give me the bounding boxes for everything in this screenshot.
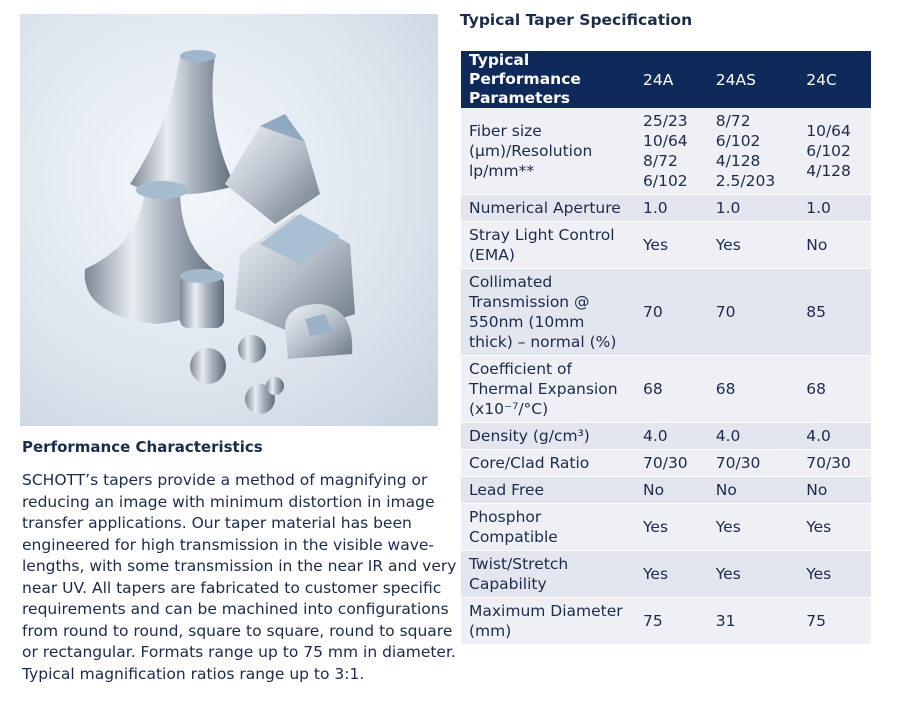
performance-heading: Performance Characteristics: [22, 438, 263, 456]
table-row: [461, 477, 871, 504]
glass-tapers-illustration: [20, 14, 438, 426]
table-row: [461, 222, 871, 269]
value-cell: 70/30: [635, 450, 708, 477]
spec-heading: Typical Taper Specification: [460, 11, 693, 29]
taper-product-photo: [20, 14, 438, 426]
value-cell: 75: [798, 598, 871, 645]
parameter-cell: Coefficient of Thermal Expansion (x10⁻⁷/°C): [461, 356, 635, 423]
value-cell: 68: [635, 356, 708, 423]
value-cell: 70/30: [798, 450, 871, 477]
value-cell: 10/64 6/102 4/128: [798, 108, 871, 195]
header-parameters: Typical Performance Parameters: [461, 51, 635, 108]
value-cell: 4.0: [708, 423, 798, 450]
value-cell: 68: [708, 356, 798, 423]
description-line: lengths, with some transmission in the near IR and very: [22, 557, 457, 575]
value-cell: 1.0: [798, 195, 871, 222]
description-line: or rectangular. Formats range up to 75 mm in diameter.: [22, 643, 456, 661]
table-row: [461, 450, 871, 477]
performance-description: [22, 470, 457, 685]
value-cell: Yes: [708, 551, 798, 598]
description-line: Typical magnification ratios range up to 3:1.: [22, 664, 365, 683]
value-cell: No: [708, 477, 798, 504]
description-line: transfer applications. Our taper material has been: [22, 514, 412, 532]
parameter-cell: Lead Free: [461, 477, 635, 504]
value-cell: No: [798, 477, 871, 504]
table-row: [461, 356, 871, 423]
table-row: [461, 551, 871, 598]
value-cell: 1.0: [635, 195, 708, 222]
value-cell: 31: [708, 598, 798, 645]
description-line: reducing an image with minimum distortion in image: [22, 492, 435, 511]
value-cell: Yes: [635, 222, 708, 269]
value-cell: Yes: [635, 504, 708, 551]
value-cell: 75: [635, 598, 708, 645]
table-row: [461, 269, 871, 356]
value-cell: 70: [708, 269, 798, 356]
description-line: near UV. All tapers are fabricated to customer specific: [22, 578, 442, 597]
header-24a: 24A: [635, 51, 708, 108]
parameter-cell: Maximum Diameter (mm): [461, 598, 635, 645]
value-cell: Yes: [798, 504, 871, 551]
header-24c: 24C: [798, 51, 871, 108]
value-cell: Yes: [798, 551, 871, 598]
table-row: [461, 108, 871, 195]
value-cell: 70: [635, 269, 708, 356]
value-cell: 4.0: [798, 423, 871, 450]
parameter-cell: Fiber size (µm)/Resolution lp/mm**: [461, 108, 635, 195]
value-cell: 25/23 10/64 8/72 6/102: [635, 108, 708, 195]
header-24as: 24AS: [708, 51, 798, 108]
value-cell: 85: [798, 269, 871, 356]
table-row: [461, 423, 871, 450]
description-line: engineered for high transmission in the visible wave-: [22, 535, 435, 554]
value-cell: Yes: [635, 551, 708, 598]
table-header-row: [461, 51, 871, 108]
value-cell: 1.0: [708, 195, 798, 222]
parameter-cell: Collimated Transmission @ 550nm (10mm thick) – normal (%): [461, 269, 635, 356]
parameter-cell: Numerical Aperture: [461, 195, 635, 222]
table-row: [461, 195, 871, 222]
value-cell: 70/30: [708, 450, 798, 477]
table-row: [461, 598, 871, 645]
value-cell: 68: [798, 356, 871, 423]
parameter-cell: Core/Clad Ratio: [461, 450, 635, 477]
value-cell: Yes: [708, 504, 798, 551]
value-cell: No: [635, 477, 708, 504]
value-cell: No: [798, 222, 871, 269]
value-cell: Yes: [708, 222, 798, 269]
parameter-cell: Twist/Stretch Capability: [461, 551, 635, 598]
parameter-cell: Phosphor Compatible: [461, 504, 635, 551]
table-row: [461, 504, 871, 551]
parameter-cell: Density (g/cm³): [461, 423, 635, 450]
parameter-cell: Stray Light Control (EMA): [461, 222, 635, 269]
taper-spec-table: [461, 51, 871, 645]
description-line: SCHOTT’s tapers provide a method of magnifying or: [22, 471, 428, 489]
description-line: from round to round, square to square, round to square: [22, 621, 453, 640]
value-cell: 8/72 6/102 4/128 2.5/203: [708, 108, 798, 195]
value-cell: 4.0: [635, 423, 708, 450]
description-line: requirements and can be machined into configurations: [22, 600, 449, 618]
